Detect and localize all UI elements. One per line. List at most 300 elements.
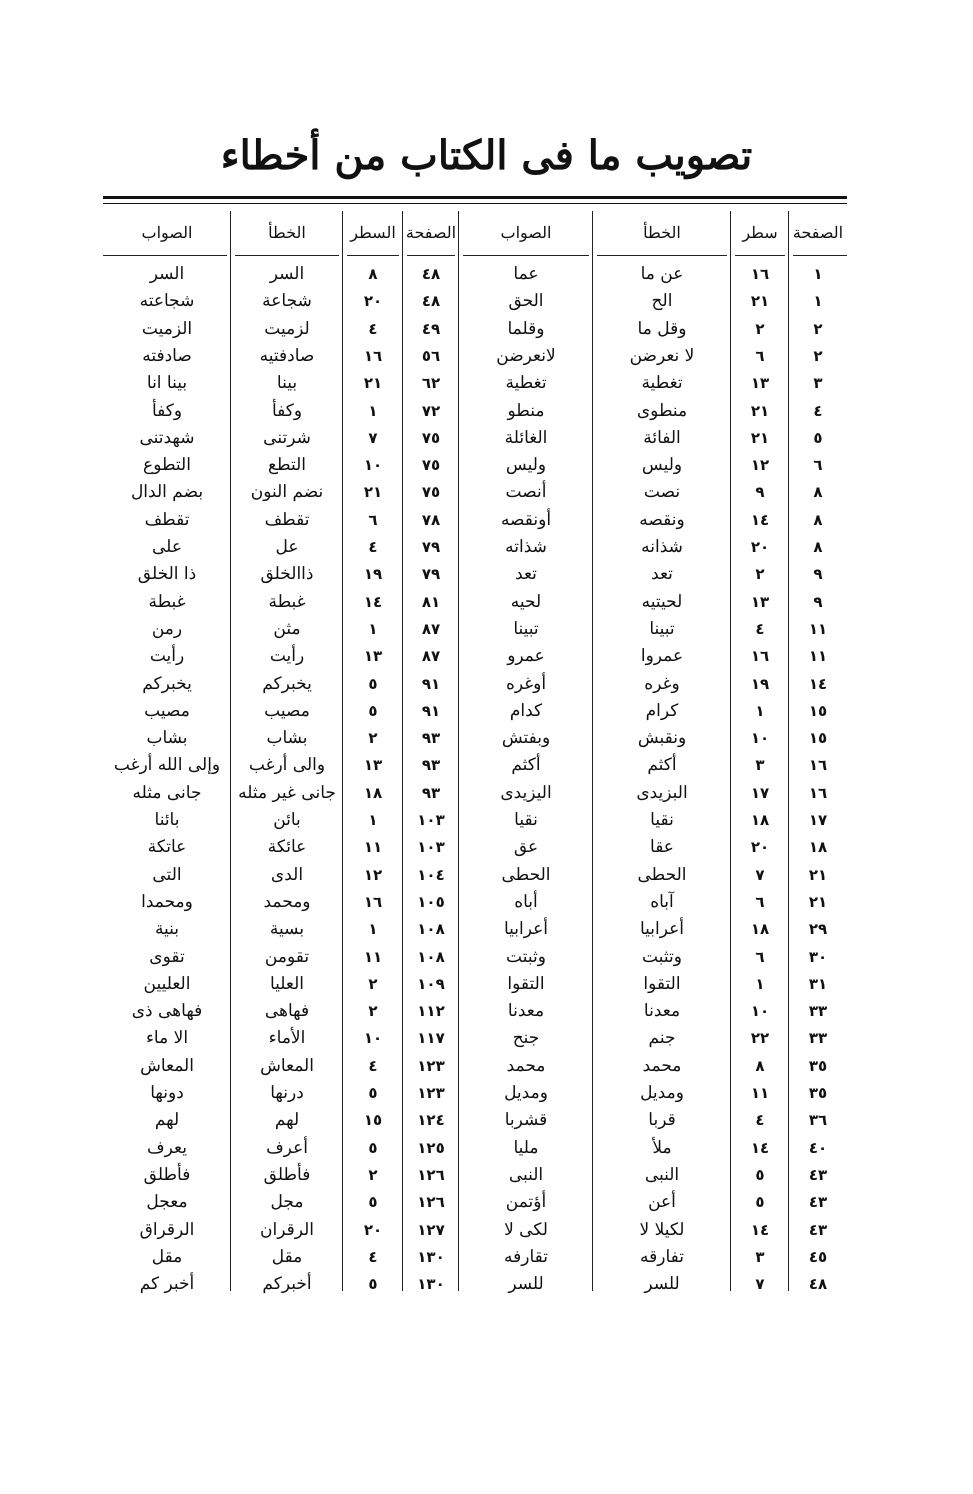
cell-page: ٤٣: [808, 1165, 828, 1184]
table-row: [103, 507, 459, 534]
cell-page: ٢: [813, 346, 823, 365]
cell-line: ١٩: [750, 674, 770, 693]
table-row: [459, 643, 847, 670]
cell-page: ٩: [813, 592, 823, 611]
cell-page: ٤٥: [808, 1247, 828, 1266]
cell-wrong: المعاش: [260, 1055, 314, 1076]
table-row: [103, 1135, 459, 1162]
cell-wrong: أعرف: [266, 1137, 308, 1158]
table-row: [459, 1135, 847, 1162]
cell-correct: تبينا: [513, 618, 539, 639]
cell-correct: نقيا: [514, 810, 538, 830]
cell-correct: رأيت: [149, 646, 185, 667]
header-underline: [347, 255, 399, 256]
cell-wrong: تبينا: [649, 618, 675, 639]
cell-correct: السر: [149, 264, 185, 284]
cell-page: ١٦: [808, 756, 828, 775]
table-row: [459, 1162, 847, 1189]
table-row: [103, 643, 459, 670]
cell-page: ١٢٣: [417, 1084, 445, 1102]
cell-wrong: ومديل: [640, 1083, 684, 1103]
table-row: [103, 1080, 459, 1107]
cell-line: ٢٠: [363, 292, 383, 311]
cell-line: ٢٠: [750, 538, 770, 556]
cell-wrong: ونقبش: [637, 728, 687, 749]
cell-wrong: معدنا: [643, 1001, 681, 1022]
cell-line: ٧: [368, 428, 378, 447]
cell-line: ٥: [368, 701, 378, 720]
cell-page: ٤٣: [808, 1193, 828, 1212]
cell-page: ١٢٦: [417, 1193, 445, 1212]
header-line: السطر: [350, 223, 396, 242]
cell-wrong: تغطية: [641, 373, 683, 394]
cell-wrong: يخبركم: [262, 673, 312, 694]
cell-page: ٧٥: [421, 456, 441, 475]
title-rule-thin: [103, 203, 847, 204]
cell-page: ١٢٦: [417, 1165, 445, 1184]
cell-page: ٧٥: [421, 483, 441, 502]
cell-line: ٢: [368, 729, 378, 748]
cell-wrong: عمروا: [640, 646, 684, 667]
table-row: [459, 807, 847, 834]
errata-table: [103, 211, 847, 1295]
table-row: [103, 398, 459, 425]
header-underline: [407, 255, 455, 256]
cell-line: ١٤: [750, 1220, 770, 1239]
cell-page: ٥٦: [421, 346, 441, 365]
cell-line: ٥: [755, 1165, 765, 1184]
cell-correct: تقطف: [144, 509, 190, 530]
cell-correct: الا ماء: [145, 1028, 189, 1049]
table-row: [103, 834, 459, 861]
cell-line: ٦: [755, 346, 765, 365]
cell-correct: مقل: [151, 1246, 183, 1267]
table-row: [459, 971, 847, 998]
cell-wrong: صادفتيه: [259, 345, 315, 366]
title-rule-thick: [103, 196, 847, 199]
cell-correct: معجل: [146, 1192, 188, 1213]
cell-wrong: نقيا: [650, 810, 674, 830]
cell-line: ١٨: [363, 783, 383, 802]
cell-correct: لهم: [154, 1110, 180, 1131]
cell-line: ٤: [368, 1056, 378, 1075]
header-correct: الصواب: [141, 223, 193, 242]
cell-line: ٤: [368, 1247, 378, 1266]
cell-line: ٢٠: [750, 838, 770, 857]
cell-page: ٨: [813, 538, 823, 556]
cell-page: ١٢٤: [417, 1111, 445, 1130]
table-row: [459, 616, 847, 643]
table-row: [103, 261, 459, 288]
cell-line: ١٨: [750, 920, 770, 939]
cell-page: ٢: [813, 319, 823, 338]
cell-line: ٢١: [363, 374, 383, 393]
header-underline: [735, 255, 785, 256]
cell-page: ٢١: [808, 892, 828, 911]
table-row: [459, 671, 847, 698]
cell-wrong: نصت: [643, 482, 681, 503]
table-row: [103, 1271, 459, 1298]
table-row: [103, 534, 459, 561]
cell-wrong: كرام: [645, 700, 679, 721]
cell-line: ٢: [368, 974, 378, 993]
table-row: [459, 1080, 847, 1107]
table-row: [103, 1189, 459, 1216]
cell-line: ٧: [755, 865, 765, 884]
cell-wrong: الأماء: [268, 1028, 306, 1049]
table-row: [459, 479, 847, 506]
cell-page: ٣٦: [808, 1111, 828, 1130]
cell-line: ٥: [368, 1275, 378, 1294]
cell-line: ٧: [755, 1275, 765, 1294]
header-correct: الصواب: [500, 223, 552, 242]
cell-correct: للسر: [508, 1274, 544, 1295]
table-row: [103, 780, 459, 807]
cell-page: ٩٣: [421, 756, 441, 775]
cell-line: ١١: [363, 947, 383, 966]
table-row: [459, 752, 847, 779]
cell-wrong: شرتنى: [263, 427, 311, 448]
cell-correct: الزميت: [141, 318, 193, 339]
cell-page: ٣٥: [808, 1056, 828, 1075]
header-page: الصفحة: [792, 223, 844, 242]
table-row: [459, 398, 847, 425]
cell-wrong: درنها: [270, 1083, 304, 1103]
cell-line: ١١: [750, 1084, 770, 1102]
header-line: سطر: [742, 223, 778, 242]
cell-line: ١٤: [363, 592, 383, 611]
cell-correct: الرقراق: [139, 1219, 195, 1240]
cell-wrong: قربا: [648, 1110, 676, 1131]
cell-line: ٢١: [363, 483, 383, 502]
cell-correct: كدام: [509, 700, 543, 721]
cell-correct: رمن: [151, 618, 183, 639]
cell-line: ٢١: [750, 428, 770, 447]
cell-page: ١٣٠: [417, 1247, 445, 1266]
cell-correct: وكفأ: [151, 400, 183, 421]
cell-correct: قشربا: [504, 1110, 548, 1131]
cell-correct: أنصت: [505, 482, 547, 503]
cell-wrong: وتثبت: [642, 946, 682, 967]
cell-wrong: بائن: [273, 810, 301, 830]
table-row: [103, 862, 459, 889]
cell-wrong: أكثم: [647, 755, 677, 776]
table-row: [459, 944, 847, 971]
cell-line: ٢: [368, 1002, 378, 1021]
cell-line: ١٦: [750, 647, 770, 666]
table-row: [103, 698, 459, 725]
cell-wrong: أعرابيا: [639, 919, 684, 940]
table-row: [459, 916, 847, 943]
cell-correct: فهاهى ذى: [131, 1001, 203, 1022]
header-underline: [103, 255, 227, 256]
table-row: [459, 998, 847, 1025]
cell-wrong: آباه: [650, 891, 674, 912]
cell-wrong: الرقران: [260, 1219, 314, 1240]
cell-page: ٣٣: [808, 1029, 828, 1048]
cell-wrong: غبطة: [268, 591, 306, 612]
cell-line: ٩: [755, 483, 765, 502]
cell-correct: تقارفه: [504, 1246, 548, 1267]
cell-page: ١١٢: [417, 1002, 445, 1021]
table-row: [459, 834, 847, 861]
cell-wrong: فهاهى: [264, 1001, 310, 1022]
cell-line: ٤: [368, 319, 378, 338]
cell-page: ١٤: [808, 674, 828, 693]
cell-page: ١٥: [808, 701, 828, 720]
cell-wrong: تعد: [651, 564, 673, 585]
errata-table-right-half: [459, 211, 847, 1295]
table-row: [103, 316, 459, 343]
cell-line: ٦: [368, 510, 378, 529]
cell-line: ١٣: [363, 647, 383, 666]
cell-correct: التطوع: [143, 455, 191, 476]
cell-wrong: عقا: [650, 837, 674, 858]
cell-line: ١٣: [363, 756, 383, 775]
table-row: [103, 807, 459, 834]
cell-wrong: فأطلق: [263, 1164, 311, 1185]
table-row: [459, 1217, 847, 1244]
cell-wrong: نضم النون: [250, 482, 324, 503]
cell-line: ١٥: [363, 1111, 383, 1130]
cell-line: ١٠: [363, 1029, 383, 1048]
cell-page: ١٠٩: [417, 974, 445, 993]
table-row: [459, 261, 847, 288]
cell-page: ٤٩: [421, 319, 441, 338]
cell-correct: وبفتش: [501, 728, 551, 749]
errata-table-left-half: [103, 211, 459, 1295]
cell-correct: المعاش: [140, 1055, 194, 1076]
cell-correct: بينا انا: [146, 373, 188, 394]
cell-correct: تقوى: [149, 946, 185, 967]
cell-wrong: جنم: [648, 1028, 676, 1049]
cell-wrong: مقل: [271, 1246, 303, 1267]
table-row: [459, 343, 847, 370]
header-underline: [463, 255, 589, 256]
table-row: [459, 1107, 847, 1134]
cell-wrong: السر: [269, 264, 305, 284]
cell-correct: عاتكة: [147, 837, 187, 858]
cell-line: ٢: [755, 319, 765, 338]
table-row: [103, 452, 459, 479]
cell-page: ٢٩: [808, 920, 828, 939]
cell-correct: بنية: [154, 919, 180, 940]
header-wrong: الخطأ: [268, 223, 306, 242]
cell-wrong: الح: [651, 291, 673, 312]
table-row: [103, 998, 459, 1025]
cell-correct: أباه: [514, 891, 538, 912]
cell-page: ١٦: [808, 783, 828, 802]
cell-line: ٥: [368, 674, 378, 693]
cell-correct: أوغره: [505, 673, 547, 694]
cell-wrong: لا نعرضن: [629, 345, 695, 366]
cell-line: ٢: [368, 1165, 378, 1184]
cell-line: ٥: [368, 1193, 378, 1212]
cell-line: ١: [368, 619, 378, 638]
table-row: [459, 589, 847, 616]
cell-page: ٤٠: [808, 1138, 828, 1157]
cell-line: ١: [368, 811, 378, 829]
cell-wrong: عائكة: [267, 837, 307, 858]
table-row: [103, 370, 459, 397]
cell-line: ١٠: [750, 729, 770, 748]
cell-page: ١٥: [808, 729, 828, 748]
cell-page: ٩١: [421, 674, 441, 693]
cell-correct: بشاب: [146, 728, 188, 749]
cell-wrong: محمد: [642, 1055, 682, 1076]
cell-page: ١: [813, 292, 823, 311]
cell-page: ٣٥: [808, 1084, 828, 1102]
cell-page: ١٢٧: [417, 1220, 445, 1239]
cell-line: ٢: [755, 565, 765, 584]
cell-wrong: والى أرغب: [248, 755, 326, 776]
cell-page: ٤: [813, 401, 823, 420]
cell-page: ١٠٥: [417, 892, 445, 911]
cell-correct: اليزيدى: [500, 782, 552, 803]
table-row: [459, 561, 847, 588]
cell-page: ٤٣: [808, 1220, 828, 1239]
cell-wrong: لهم: [274, 1110, 300, 1131]
table-row: [103, 916, 459, 943]
cell-wrong: عن ما: [640, 264, 684, 284]
cell-page: ٧٩: [421, 538, 441, 556]
cell-page: ٢١: [808, 865, 828, 884]
cell-page: ٧٥: [421, 428, 441, 447]
cell-line: ١٣: [750, 592, 770, 611]
cell-wrong: التقوا: [643, 973, 681, 994]
cell-correct: أعرابيا: [503, 919, 548, 940]
cell-wrong: أخبركم: [262, 1274, 312, 1295]
table-row: [103, 343, 459, 370]
cell-correct: تغطية: [505, 373, 547, 394]
table-row: [103, 1025, 459, 1052]
cell-line: ٥: [368, 1084, 378, 1102]
cell-line: ١٦: [750, 265, 770, 283]
header-underline: [597, 255, 727, 256]
cell-correct: فأطلق: [143, 1164, 191, 1185]
cell-page: ١١: [808, 619, 828, 638]
cell-wrong: بسية: [269, 919, 305, 940]
table-row: [103, 1053, 459, 1080]
cell-wrong: أعن: [648, 1192, 676, 1213]
table-row: [103, 1244, 459, 1271]
cell-correct: وثبتت: [506, 946, 546, 967]
cell-line: ٥: [368, 1138, 378, 1157]
table-row: [459, 370, 847, 397]
cell-wrong: منطوى: [636, 400, 688, 421]
cell-wrong: مصيب: [264, 700, 310, 721]
cell-wrong: تقطف: [264, 509, 310, 530]
cell-correct: تعد: [515, 564, 537, 585]
cell-correct: شهدتنى: [139, 427, 195, 448]
table-row: [459, 316, 847, 343]
cell-line: ١٤: [750, 1138, 770, 1157]
table-row: [103, 752, 459, 779]
cell-page: ١٠٨: [417, 920, 445, 939]
cell-wrong: للسر: [644, 1274, 680, 1295]
cell-page: ٣٣: [808, 1002, 828, 1021]
cell-line: ١٠: [750, 1002, 770, 1021]
cell-line: ٢١: [750, 401, 770, 420]
cell-wrong: مجل: [270, 1192, 304, 1213]
cell-correct: جنح: [512, 1028, 540, 1049]
table-row: [103, 1162, 459, 1189]
cell-correct: على: [152, 537, 182, 557]
cell-wrong: وكفأ: [271, 400, 303, 421]
cell-page: ٤٨: [421, 265, 441, 283]
cell-wrong: بشاب: [266, 728, 308, 749]
cell-wrong: البزيدى: [636, 782, 688, 803]
cell-correct: لحيه: [510, 591, 542, 612]
cell-page: ١٢٥: [417, 1138, 445, 1157]
cell-line: ١٣: [750, 374, 770, 393]
cell-correct: عما: [513, 264, 539, 284]
cell-page: ٧٢: [421, 401, 441, 420]
table-row: [459, 1053, 847, 1080]
cell-page: ٨٧: [421, 619, 441, 638]
cell-line: ١٧: [750, 783, 770, 802]
cell-correct: شذاته: [505, 537, 547, 557]
cell-wrong: تفارقه: [640, 1246, 684, 1267]
cell-page: ١٣٠: [417, 1275, 445, 1294]
cell-wrong: بينا: [276, 373, 298, 394]
cell-wrong: الحطى: [637, 864, 687, 885]
table-row: [459, 1189, 847, 1216]
cell-wrong: وقل ما: [637, 318, 687, 339]
cell-page: ٦٢: [421, 374, 441, 393]
cell-wrong: لزميت: [264, 318, 310, 339]
cell-correct: وإلى الله أرغب: [113, 755, 221, 776]
cell-line: ١١: [363, 838, 383, 857]
cell-page: ١٧: [808, 811, 828, 829]
cell-correct: بائنا: [154, 810, 180, 830]
cell-wrong: ونقصه: [639, 509, 685, 530]
page-title: تصويب ما فى الكتاب من أخطاء: [220, 132, 753, 179]
cell-wrong: ومحمد: [263, 891, 311, 912]
cell-line: ١٦: [363, 346, 383, 365]
cell-correct: ومحمدا: [141, 891, 193, 912]
cell-correct: محمد: [506, 1055, 546, 1076]
cell-line: ١: [368, 920, 378, 939]
cell-correct: لكى لا: [504, 1219, 548, 1240]
cell-correct: غبطة: [148, 591, 186, 612]
cell-wrong: شذانه: [641, 537, 683, 557]
cell-wrong: الدى: [270, 864, 304, 885]
cell-line: ٦: [755, 947, 765, 966]
table-row: [103, 971, 459, 998]
cell-wrong: لحيتيه: [641, 591, 683, 612]
table-row: [103, 589, 459, 616]
cell-correct: التى: [152, 864, 182, 885]
cell-page: ٧٨: [421, 510, 441, 529]
cell-line: ٢٢: [750, 1029, 770, 1048]
cell-line: ٨: [368, 265, 378, 283]
cell-page: ٩١: [421, 701, 441, 720]
table-row: [103, 288, 459, 315]
cell-line: ٥: [755, 1193, 765, 1212]
cell-page: ٨١: [421, 592, 441, 611]
cell-page: ١٠٣: [417, 811, 445, 829]
cell-line: ٣: [755, 756, 765, 775]
table-row: [459, 507, 847, 534]
cell-line: ٢١: [750, 292, 770, 311]
cell-line: ١٢: [750, 456, 770, 475]
cell-page: ١٠٨: [417, 947, 445, 966]
cell-page: ٩: [813, 565, 823, 584]
cell-correct: التقوا: [507, 973, 545, 994]
cell-wrong: مثن: [273, 618, 301, 639]
cell-line: ١: [755, 701, 765, 720]
